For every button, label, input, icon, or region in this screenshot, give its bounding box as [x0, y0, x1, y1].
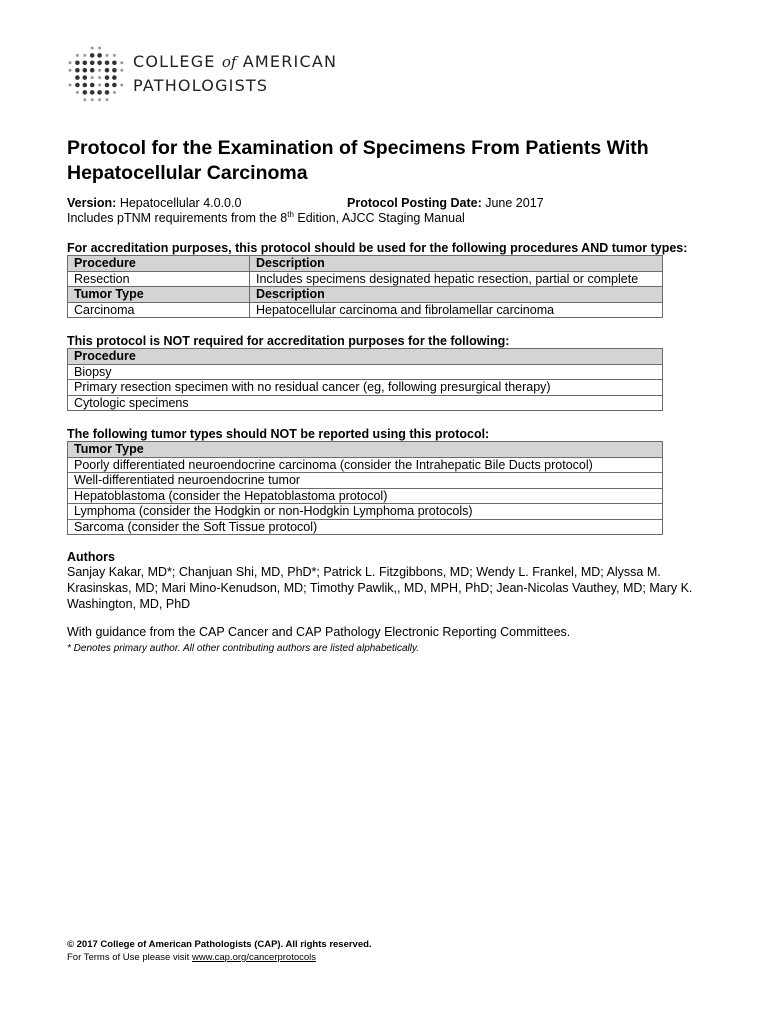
cap-logo-icon: [66, 44, 126, 104]
table-cell: Cytologic specimens: [68, 395, 663, 411]
table-header-row: [68, 256, 663, 272]
not-required-table: [67, 348, 663, 411]
ptnm-line: Includes pTNM requirements from the 8th Edition, AJCC Staging Manual: [67, 210, 465, 225]
not-required-heading: This protocol is NOT required for accreditation purposes for the following:: [67, 334, 510, 348]
table-row: [68, 395, 663, 411]
table-cell: Poorly differentiated neuroendocrine carcinoma (consider the Intrahepatic Bile Ducts protocol): [68, 457, 663, 473]
column-header: Description: [250, 256, 663, 272]
accreditation-heading: For accreditation purposes, this protocol should be used for the following procedures AND tumor types:: [67, 241, 688, 255]
accreditation-table: [67, 255, 663, 318]
table-row: [68, 519, 663, 535]
page-title: Protocol for the Examination of Specimens From Patients With Hepatocellular Carcinoma: [67, 137, 649, 184]
table-row: [68, 473, 663, 489]
table-cell: Hepatocellular carcinoma and fibrolamellar carcinoma: [250, 302, 663, 318]
table-header-row: [68, 349, 663, 365]
table-cell: Hepatoblastoma (consider the Hepatoblastoma protocol): [68, 488, 663, 504]
terms-link[interactable]: www.cap.org/cancerprotocols: [191, 952, 317, 963]
table-cell: Resection: [68, 271, 250, 287]
authors-list: Sanjay Kakar, MD*; Chanjuan Shi, MD, PhD*; Patrick L. Fitzgibbons, MD; Wendy L. Frankel, MD; Alyssa M. Krasinskas, MD; Mari Mino-Kenudson, MD; Timothy Pawlik,, MD, MPH, PhD; Jean-Nicolas Vauthey, MD; Mary K. Washington, MD, PhD: [67, 565, 693, 611]
table-cell: Biopsy: [68, 364, 663, 380]
table-row: [68, 488, 663, 504]
not-reported-table: [67, 441, 663, 535]
table-header-row: [68, 287, 663, 303]
authors-heading: Authors: [67, 550, 115, 564]
table-cell: Lymphoma (consider the Hodgkin or non-Hodgkin Lymphoma protocols): [68, 504, 663, 520]
table-row: [68, 302, 663, 318]
table-cell: Carcinoma: [68, 302, 250, 318]
version-line: Version: Hepatocellular 4.0.0.0: [67, 196, 242, 210]
column-header: Description: [250, 287, 663, 303]
posting-date-line: Protocol Posting Date: June 2017: [347, 196, 544, 210]
column-header: Tumor Type: [68, 442, 663, 458]
logo-wordmark-line1: COLLEGE of AMERICAN: [133, 52, 338, 71]
table-header-row: [68, 442, 663, 458]
column-header: Procedure: [68, 349, 663, 365]
guidance-text: With guidance from the CAP Cancer and CAP Pathology Electronic Reporting Committees.: [67, 625, 571, 639]
table-cell: Sarcoma (consider the Soft Tissue protocol): [68, 519, 663, 535]
table-row: [68, 457, 663, 473]
column-header: Procedure: [68, 256, 250, 272]
table-cell: Primary resection specimen with no residual cancer (eg, following presurgical therapy): [68, 380, 663, 396]
table-row: [68, 380, 663, 396]
not-reported-heading: The following tumor types should NOT be reported using this protocol:: [67, 427, 490, 441]
logo-wordmark-line2: PATHOLOGISTS: [133, 76, 269, 95]
table-row: [68, 504, 663, 520]
table-row: [68, 271, 663, 287]
terms-line: For Terms of Use please visit www.cap.org/cancerprotocols: [67, 952, 317, 963]
table-cell: Includes specimens designated hepatic resection, partial or complete: [250, 271, 663, 287]
table-cell: Well-differentiated neuroendocrine tumor: [68, 473, 663, 489]
primary-author-note: * Denotes primary author. All other contributing authors are listed alphabetically.: [67, 643, 420, 654]
copyright-text: © 2017 College of American Pathologists (CAP). All rights reserved.: [67, 939, 372, 950]
column-header: Tumor Type: [68, 287, 250, 303]
table-row: [68, 364, 663, 380]
